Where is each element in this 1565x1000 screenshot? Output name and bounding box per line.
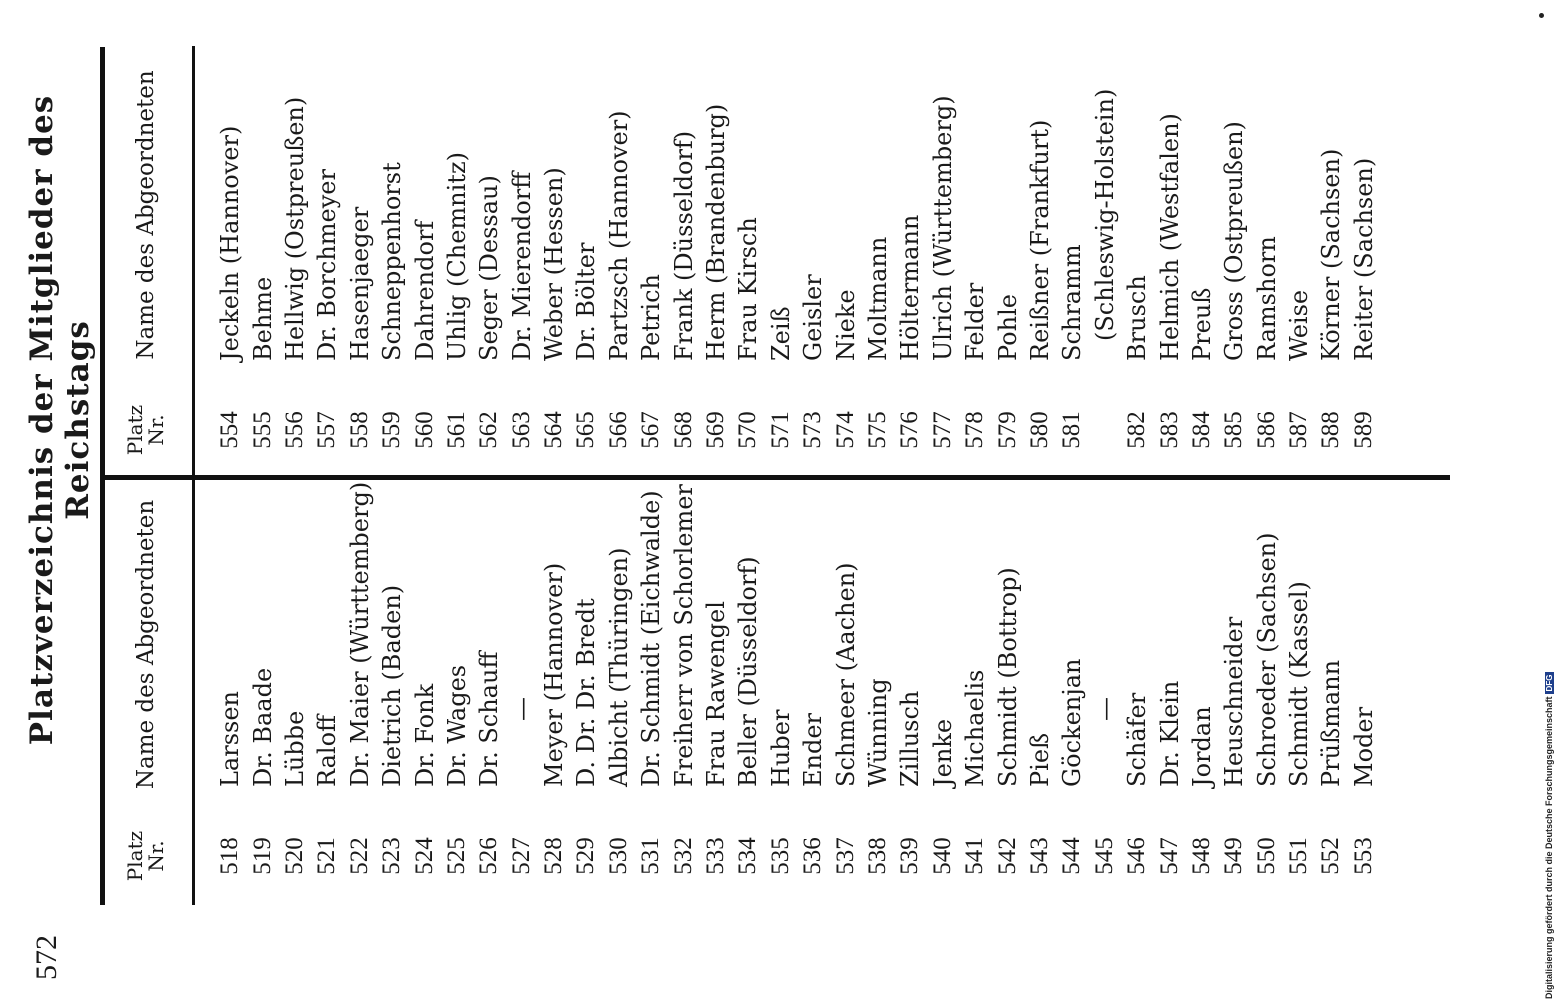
- member-name: Zeiß: [766, 306, 795, 361]
- seat-number: 587: [1285, 411, 1313, 449]
- seat-number: 522: [345, 837, 373, 875]
- seat-number: 569: [702, 411, 730, 449]
- table-row: [635, 47, 667, 475]
- seat-number: 573: [799, 411, 827, 449]
- seat-number: 537: [831, 837, 859, 875]
- member-name: Jeckeln (Hannover): [216, 125, 245, 361]
- seat-number: 520: [280, 837, 308, 875]
- member-name: Uhlig (Chemnitz): [442, 152, 471, 361]
- seat-number: 565: [572, 411, 600, 449]
- seat-number: 523: [378, 837, 406, 875]
- member-name: Reiter (Sachsen): [1349, 157, 1378, 361]
- seat-number: 551: [1285, 837, 1313, 875]
- table-row: [1089, 47, 1121, 475]
- member-name: Schroeder (Sachsen): [1252, 532, 1281, 787]
- member-name: Heuschneider: [1220, 616, 1249, 787]
- member-name: Dr. Schauff: [475, 651, 504, 787]
- member-name: Petrich: [637, 274, 666, 361]
- seat-number: 547: [1155, 837, 1183, 875]
- member-name: Moder: [1349, 706, 1378, 787]
- member-name: Körner (Sachsen): [1317, 148, 1346, 361]
- member-name: Albicht (Thüringen): [604, 547, 633, 787]
- member-name: Frank (Düsseldorf): [669, 130, 698, 361]
- member-name: Helmich (Westfalen): [1155, 113, 1184, 361]
- seat-number: 563: [507, 411, 535, 449]
- table-row: [1283, 480, 1315, 901]
- member-name: Weise: [1285, 289, 1314, 361]
- seat-number: 548: [1187, 837, 1215, 875]
- page-number: 572: [30, 935, 63, 980]
- member-name: Seger (Dessau): [475, 175, 504, 361]
- member-name: Preuß: [1187, 287, 1216, 361]
- member-name: Partzsch (Hannover): [604, 110, 633, 361]
- seat-number: 561: [442, 411, 470, 449]
- member-name: Behme: [248, 276, 277, 361]
- table-row: [1348, 47, 1380, 475]
- member-name: Schmeer (Aachen): [831, 562, 860, 787]
- member-name: Zillusch: [896, 690, 925, 787]
- table-row: [927, 480, 959, 901]
- table-row: [311, 47, 343, 475]
- member-name: Nieke: [831, 289, 860, 361]
- seat-number: 535: [766, 837, 794, 875]
- seat-number: 519: [248, 837, 276, 875]
- member-name: Schmidt (Kassel): [1285, 581, 1314, 787]
- seat-number: 579: [993, 411, 1021, 449]
- seat-number: 574: [831, 411, 859, 449]
- member-name: (Schleswig-Holstein): [1090, 88, 1119, 341]
- header-seat-number: Platz Nr.: [123, 404, 168, 456]
- seat-number: 564: [540, 411, 568, 449]
- table-row: [279, 480, 311, 901]
- table-row: [732, 480, 764, 901]
- table-row: [1283, 47, 1315, 475]
- table-row: [635, 480, 667, 901]
- table-header: [100, 480, 192, 901]
- table-row: [603, 480, 635, 901]
- table-row: [538, 480, 570, 901]
- table-row: [765, 47, 797, 475]
- member-name: Dietrich (Baden): [378, 584, 407, 787]
- member-name: Ulrich (Württemberg): [928, 95, 957, 361]
- page-title: Platzverzeichnis der Mitglieder des Reichstags: [24, 94, 96, 746]
- seat-number: 544: [1058, 837, 1086, 875]
- seat-number: 583: [1155, 411, 1183, 449]
- member-name: Dr. Borchmeyer: [313, 169, 342, 361]
- table-row: [991, 480, 1023, 901]
- seat-table-right: [100, 47, 1380, 475]
- seat-number: 549: [1220, 837, 1248, 875]
- seat-number: 521: [313, 837, 341, 875]
- table-row: [441, 480, 473, 901]
- member-name: Höltermann: [896, 214, 925, 361]
- seat-number: 526: [475, 837, 503, 875]
- table-row: [862, 480, 894, 901]
- table-header: [100, 47, 192, 475]
- member-name: Pohle: [993, 294, 1022, 361]
- table-row: [1315, 480, 1347, 901]
- member-name: Frau Rawengel: [702, 601, 731, 787]
- seat-number: 550: [1252, 837, 1280, 875]
- seat-number: 552: [1317, 837, 1345, 875]
- member-name: Lübbe: [280, 710, 309, 787]
- member-name: Frau Kirsch: [734, 217, 763, 361]
- table-row: [1218, 47, 1250, 475]
- table-row: [862, 47, 894, 475]
- member-name: Geisler: [799, 274, 828, 361]
- seat-number: 539: [896, 837, 924, 875]
- member-name: Michaelis: [961, 669, 990, 787]
- table-row: [1089, 480, 1121, 901]
- digitization-credit: Digitalisierung gefördert durch die Deutsche ForschungsgemeinschaftDFG: [1544, 0, 1554, 999]
- table-row: [1056, 47, 1088, 475]
- table-row: [894, 480, 926, 901]
- table-row: [570, 480, 602, 901]
- table-row: [1121, 47, 1153, 475]
- table-row: [991, 47, 1023, 475]
- table-row: [927, 47, 959, 475]
- table-row: [603, 47, 635, 475]
- seat-number: 525: [442, 837, 470, 875]
- table-row: [311, 480, 343, 901]
- table-row: [1121, 480, 1153, 901]
- member-name: Beller (Düsseldorf): [734, 556, 763, 787]
- seat-number: 536: [799, 837, 827, 875]
- member-name: Reißner (Frankfurt): [1025, 119, 1054, 361]
- table-row: [959, 480, 991, 901]
- member-name: Prüßmann: [1317, 659, 1346, 787]
- seat-number: 575: [864, 411, 891, 449]
- seat-number: 581: [1058, 411, 1086, 449]
- member-name: Moltmann: [864, 236, 892, 361]
- seat-number: 562: [475, 411, 503, 449]
- table-row: [1186, 47, 1218, 475]
- seat-number: 530: [604, 837, 632, 875]
- table-row: [1348, 480, 1380, 901]
- table-row: [700, 480, 732, 901]
- table-row: [344, 47, 376, 475]
- member-name: Pieß: [1025, 732, 1054, 787]
- seat-number: 540: [928, 837, 956, 875]
- table-row: [1024, 47, 1056, 475]
- member-name: Gross (Ostpreußen): [1220, 121, 1249, 361]
- table-row: [1186, 480, 1218, 901]
- seat-list-right: [214, 47, 1380, 475]
- seat-number: 567: [637, 411, 665, 449]
- member-name: Dr. Bölter: [572, 242, 601, 361]
- table-row: [473, 480, 505, 901]
- table-row: [829, 47, 861, 475]
- table-row: [959, 47, 991, 475]
- seat-number: 566: [604, 411, 632, 449]
- header-member-name: Name des Abgeordneten: [133, 499, 159, 790]
- table-row: [473, 47, 505, 475]
- table-row: [1251, 480, 1283, 901]
- table-row: [667, 480, 699, 901]
- seat-number: 589: [1349, 411, 1377, 449]
- table-row: [797, 47, 829, 475]
- table-row: [829, 480, 861, 901]
- table-row: [765, 480, 797, 901]
- table-row: [441, 47, 473, 475]
- table-row: [1251, 47, 1283, 475]
- member-name: Brusch: [1123, 275, 1152, 361]
- seat-number: 528: [540, 837, 568, 875]
- header-seat-number: Platz Nr.: [123, 830, 168, 882]
- table-row: [246, 480, 278, 901]
- table-row: [214, 47, 246, 475]
- seat-number: 524: [410, 837, 438, 875]
- seat-number: 558: [345, 411, 373, 449]
- seat-number: 529: [572, 837, 600, 875]
- member-name: Hasenjaeger: [345, 206, 374, 361]
- member-name: Göckenjan: [1058, 658, 1087, 787]
- member-name: Dr. Fonk: [410, 683, 439, 787]
- seat-number: 556: [280, 411, 308, 449]
- member-name: Meyer (Hannover): [540, 562, 569, 787]
- table-row: [894, 47, 926, 475]
- table-row: [1218, 480, 1250, 901]
- table-row: [797, 480, 829, 901]
- seat-number: 580: [1025, 411, 1053, 449]
- scan-speck: [1539, 13, 1544, 18]
- seat-number: 545: [1090, 837, 1118, 875]
- member-name: Dr. Schmidt (Eichwalde): [637, 490, 666, 787]
- table-row: [506, 480, 538, 901]
- seat-number: 559: [378, 411, 406, 449]
- member-name: Larssen: [216, 690, 245, 787]
- table-row: [1153, 47, 1185, 475]
- member-name: Ender: [799, 712, 828, 787]
- member-name: Schramm: [1058, 244, 1087, 361]
- member-name: Jordan: [1187, 706, 1216, 787]
- table-row: [1153, 480, 1185, 901]
- seat-number: 553: [1349, 837, 1377, 875]
- seat-number: 531: [637, 837, 665, 875]
- member-name: Weber (Hessen): [540, 167, 569, 361]
- member-name: —: [507, 697, 536, 721]
- seat-number: 532: [669, 837, 697, 875]
- seat-number: 588: [1317, 411, 1345, 449]
- dfg-logo: DFG: [1545, 672, 1554, 695]
- seat-number: 518: [216, 837, 244, 875]
- table-row: [1024, 480, 1056, 901]
- member-name: Hellwig (Ostpreußen): [280, 96, 309, 361]
- member-name: Schäfer: [1123, 692, 1152, 787]
- member-name: Jenke: [928, 718, 957, 787]
- member-name: Ramshorn: [1252, 236, 1281, 361]
- table-row: [538, 47, 570, 475]
- seat-number: 578: [961, 411, 989, 449]
- seat-number: 577: [928, 411, 956, 449]
- table-row: [408, 47, 440, 475]
- seat-number: 542: [993, 837, 1021, 875]
- table-row: [506, 47, 538, 475]
- table-row: [667, 47, 699, 475]
- seat-number: 582: [1123, 411, 1151, 449]
- header-member-name: Name des Abgeordneten: [133, 70, 159, 360]
- table-row: [570, 47, 602, 475]
- table-row: [376, 480, 408, 901]
- table-row: [246, 47, 278, 475]
- seat-table-left: [100, 480, 1380, 901]
- member-name: Dr. Mierendorff: [507, 171, 536, 361]
- member-name: Dr. Klein: [1155, 680, 1184, 787]
- seat-number: 570: [734, 411, 762, 449]
- member-name: Schmidt (Bottrop): [993, 567, 1022, 787]
- seat-number: 533: [702, 837, 730, 875]
- member-name: Herm (Brandenburg): [702, 103, 731, 361]
- seat-number: 585: [1220, 411, 1248, 449]
- member-name: Dr. Baade: [248, 667, 277, 787]
- member-name: —: [1090, 697, 1119, 721]
- seat-number: 555: [248, 411, 276, 449]
- table-row: [408, 480, 440, 901]
- seat-number: 527: [507, 837, 535, 875]
- seat-number: 584: [1187, 411, 1215, 449]
- table-row: [344, 480, 376, 901]
- member-name: Huber: [766, 709, 795, 787]
- member-name: Felder: [961, 282, 990, 361]
- member-name: Dr. Wages: [442, 664, 471, 787]
- seat-number: 534: [734, 837, 762, 875]
- seat-number: 560: [410, 411, 438, 449]
- table-row: [1315, 47, 1347, 475]
- table-row: [279, 47, 311, 475]
- seat-number: 541: [961, 837, 989, 875]
- member-name: Dr. Maier (Württemberg): [345, 481, 374, 787]
- seat-number: 546: [1123, 837, 1151, 875]
- member-name: D. Dr. Dr. Bredt: [572, 598, 601, 787]
- seat-number: 543: [1025, 837, 1053, 875]
- seat-number: 576: [896, 411, 924, 449]
- member-name: Freiherr von Schorlemer: [669, 484, 698, 787]
- seat-number: 538: [864, 837, 891, 875]
- member-name: Schneppenhorst: [378, 162, 407, 361]
- seat-number: 586: [1252, 411, 1280, 449]
- table-row: [214, 480, 246, 901]
- seat-number: 568: [669, 411, 697, 449]
- seat-list-left: [214, 480, 1380, 901]
- table-row: [376, 47, 408, 475]
- seat-number: 557: [313, 411, 341, 449]
- member-name: Raloff: [313, 714, 342, 787]
- table-row: [1056, 480, 1088, 901]
- member-name: Dahrendorf: [410, 220, 439, 361]
- table-row: [732, 47, 764, 475]
- seat-number: 571: [766, 411, 794, 449]
- member-name: Wünning: [864, 678, 892, 787]
- table-row: [700, 47, 732, 475]
- seat-number: 554: [216, 411, 244, 449]
